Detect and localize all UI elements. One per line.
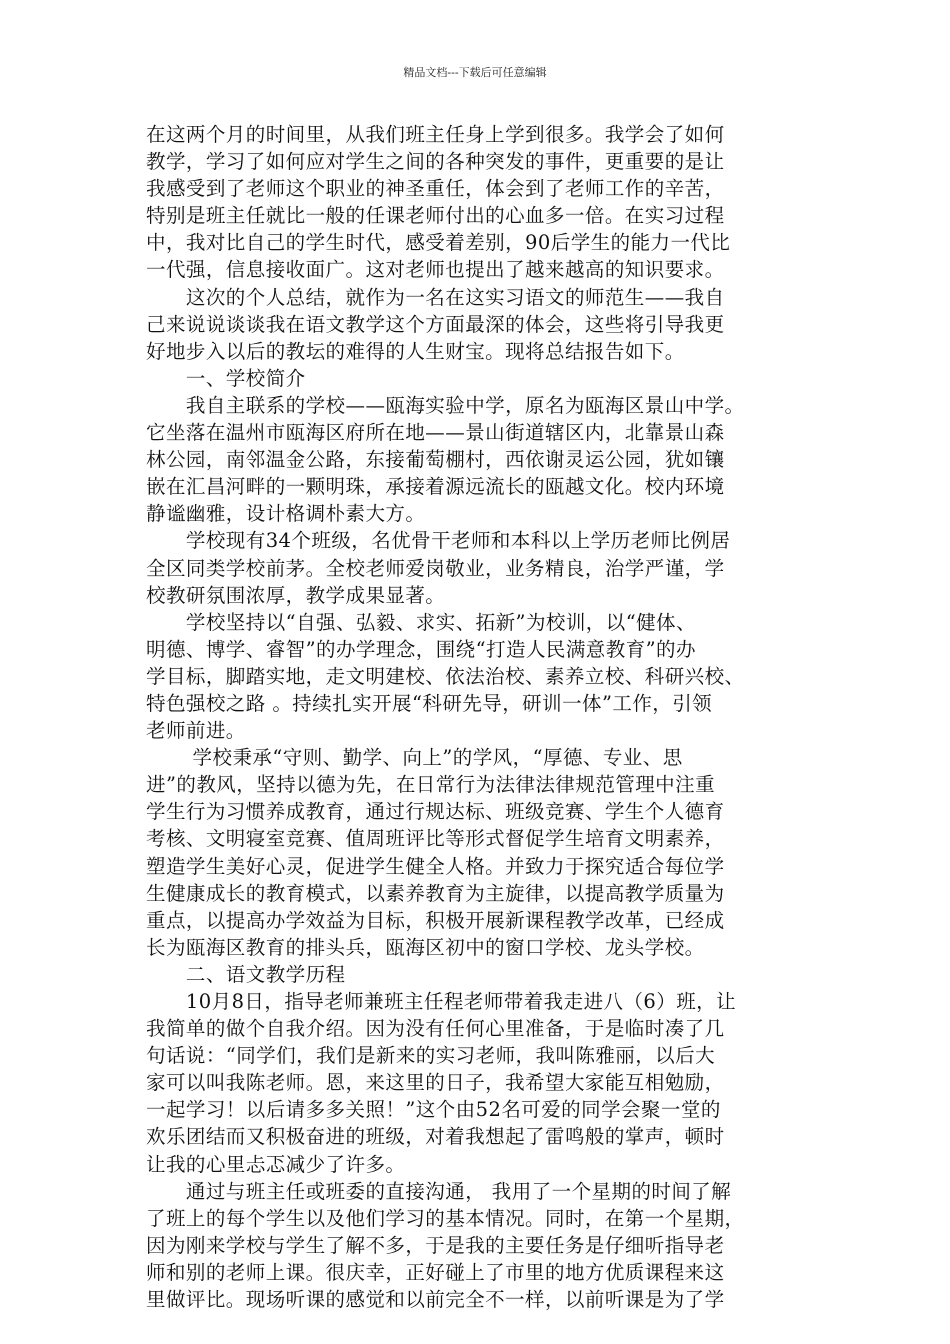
text-line: 进”的教风，坚持以德为先，在日常行为法律法律规范管理中注重 [146,773,716,797]
text-line: 这次的个人总结，就作为一名在这实习语文的师范生——我自 [146,285,725,309]
text-line: 一起学习！以后请多多关照！”这个由52名可爱的同学会聚一堂的 [146,1098,721,1122]
text-line: 全区同类学校前茅。全校老师爱岗敬业，业务精良，治学严谨，学 [146,556,725,580]
text-line: 学校秉承“守则、勤学、向上”的学风，“厚德、专业、思 [146,746,683,770]
text-line: 己来说说谈谈我在语文教学这个方面最深的体会，这些将引导我更 [146,312,725,336]
text-line: 我自主联系的学校——瓯海实验中学，原名为瓯海区景山中学。 [146,393,745,417]
text-line: 了班上的每个学生以及他们学习的基本情况。同时，在第一个星期， [146,1206,745,1230]
text-line: 我感受到了老师这个职业的神圣重任，体会到了老师工作的辛苦， [146,177,725,201]
text-line: 欢乐团结而又积极奋进的班级，对着我想起了雷鸣般的掌声，顿时 [146,1125,725,1149]
text-line: 二、语文教学历程 [146,962,346,986]
document-body [146,121,804,1313]
text-line: 10月8日，指导老师兼班主任程老师带着我走进八（6）班，让 [146,990,737,1013]
text-line: 林公园，南邻温金公路，东接葡萄棚村，西依谢灵运公园，犹如镶 [146,448,725,472]
text-line: 因为刚来学校与学生了解不多，于是我的主要任务是仔细听指导老 [146,1233,725,1257]
text-line: 特色强校之路 。持续扎实开展“科研先导，研训一体”工作，引领 [146,691,713,715]
text-line: 好地步入以后的教坛的难得的人生财宝。现将总结报告如下。 [146,339,685,363]
text-line: 校教研氛围浓厚，教学成果显著。 [146,583,446,607]
text-line: 家可以叫我陈老师。恩，来这里的日子，我希望大家能互相勉励， [146,1071,725,1095]
text-line: 老师前进。 [146,719,246,743]
text-line: 它坐落在温州市瓯海区府所在地——景山街道辖区内，北靠景山森 [146,421,725,445]
text-line: 教学，学习了如何应对学生之间的各种突发的事件，更重要的是让 [146,150,725,174]
text-line: 让我的心里忐忑减少了许多。 [146,1152,406,1176]
text-line: 中，我对比自己的学生时代，感受着差别，90后学生的能力一代比 [146,231,731,255]
text-line: 学生行为习惯养成教育，通过行规达标、班级竞赛、学生个人德育 [146,800,725,824]
text-line: 里做评比。现场听课的感觉和以前完全不一样，以前听课是为了学 [146,1288,725,1312]
text-line: 静谧幽雅，设计格调朴素大方。 [146,502,426,526]
text-line: 明德、博学、睿智”的办学理念，围绕“打造人民满意教育”的办 [146,637,696,661]
text-line: 考核、文明寝室竞赛、值周班评比等形式督促学生培育文明素养， [146,827,725,851]
text-line: 特别是班主任就比一般的任课老师付出的心血多一倍。在实习过程 [146,204,725,228]
text-line: 在这两个月的时间里，从我们班主任身上学到很多。我学会了如何 [146,123,725,146]
page-header: 精品文档---下载后可任意编辑 [403,66,547,79]
text-line: 重点，以提高办学效益为目标，积极开展新课程教学改革，已经成 [146,908,725,932]
text-line: 我简单的做个自我介绍。因为没有任何心里准备，于是临时凑了几 [146,1017,725,1041]
text-line: 嵌在汇昌河畔的一颗明珠，承接着源远流长的瓯越文化。校内环境 [146,475,725,499]
text-line: 句话说：“同学们，我们是新来的实习老师，我叫陈雅丽，以后大 [146,1044,716,1068]
text-line: 长为瓯海区教育的排头兵，瓯海区初中的窗口学校、龙头学校。 [146,935,705,959]
text-line: 生健康成长的教育模式，以素养教育为主旋律，以提高教学质量为 [146,881,725,905]
text-line: 学校现有34个班级，名优骨干老师和本科以上学历老师比例居 [146,529,731,553]
text-line: 塑造学生美好心灵，促进学生健全人格。并致力于探究适合每位学 [146,854,725,878]
text-line: 学校坚持以“自强、弘毅、求实、拓新”为校训，以“健体、 [146,610,696,634]
text-line: 学目标，脚踏实地，走文明建校、依法治校、素养立校、科研兴校、 [146,664,745,688]
text-line: 师和别的老师上课。很庆幸，正好碰上了市里的地方优质课程来这 [146,1260,725,1284]
text-line: 一、学校简介 [146,366,306,390]
text-line: 一代强，信息接收面广。这对老师也提出了越来越高的知识要求。 [146,258,725,282]
text-line: 通过与班主任或班委的直接沟通， 我用了一个星期的时间了解 [146,1179,732,1203]
